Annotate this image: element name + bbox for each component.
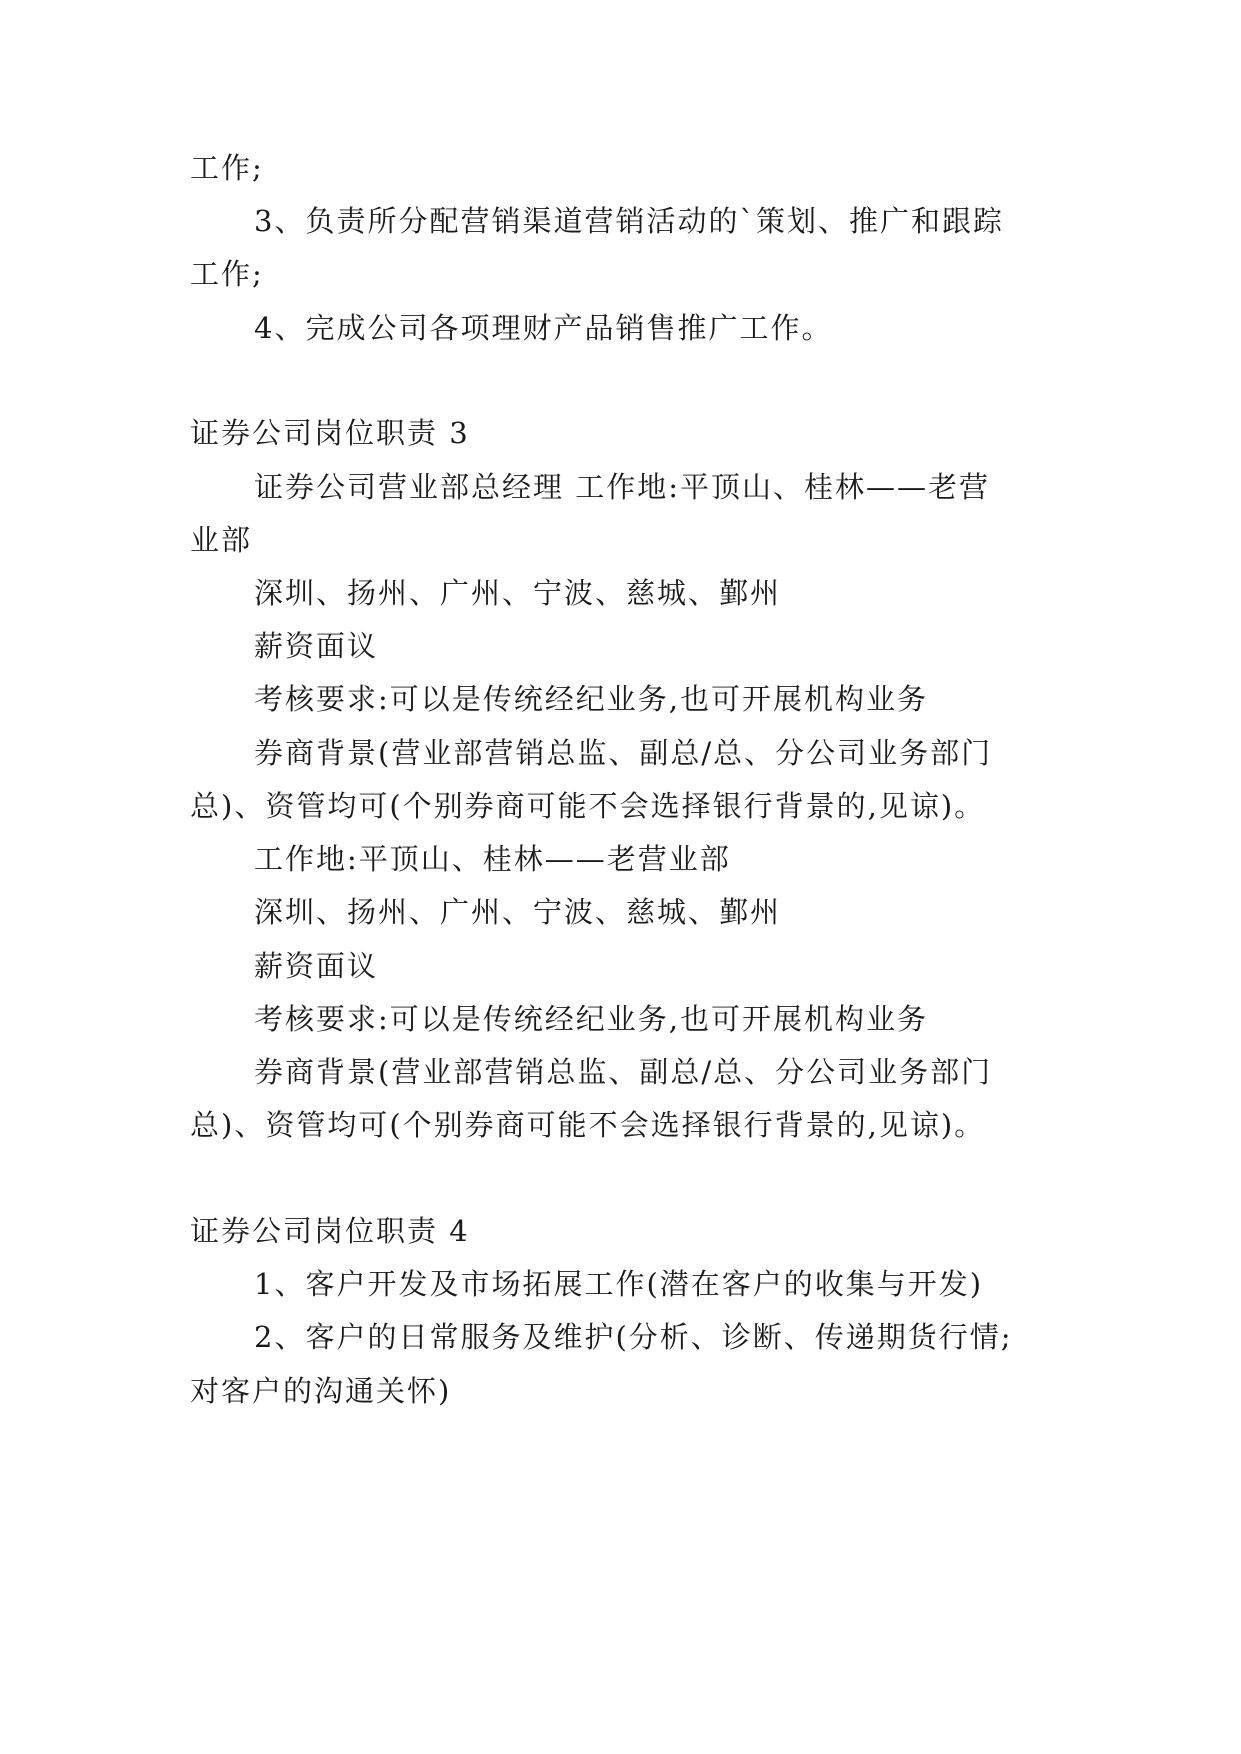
paragraph-line: 业部 — [190, 523, 253, 557]
paragraph-line: 考核要求:可以是传统经纪业务,也可开展机构业务 — [254, 682, 928, 716]
paragraph-line: 工作地:平顶山、桂林——老营业部 — [254, 842, 731, 876]
paragraph-line: 券商背景(营业部营销总监、副总/总、分公司业务部门 — [254, 1055, 993, 1089]
paragraph-line: 深圳、扬州、广州、宁波、慈城、鄞州 — [254, 895, 782, 929]
paragraph-line: 1、客户开发及市场拓展工作(潜在客户的收集与开发) — [254, 1267, 984, 1301]
paragraph-line: 对客户的沟通关怀) — [190, 1374, 452, 1408]
paragraph-line: 薪资面议 — [254, 629, 379, 663]
paragraph-line: 工作; — [190, 151, 264, 185]
section-heading: 证券公司岗位职责 4 — [190, 1214, 470, 1248]
paragraph-line: 2、客户的日常服务及维护(分析、诊断、传递期货行情; — [254, 1320, 1013, 1354]
paragraph-line: 深圳、扬州、广州、宁波、慈城、鄞州 — [254, 576, 782, 610]
paragraph-line: 证券公司营业部总经理 工作地:平顶山、桂林——老营 — [254, 470, 990, 504]
section-heading: 证券公司岗位职责 3 — [190, 416, 470, 450]
paragraph-line: 券商背景(营业部营销总监、副总/总、分公司业务部门 — [254, 736, 993, 770]
paragraph-line: 总)、资管均可(个别券商可能不会选择银行背景的,见谅)。 — [190, 789, 986, 823]
paragraph-line: 薪资面议 — [254, 949, 379, 983]
paragraph-line: 3、负责所分配营销渠道营销活动的`策划、推广和跟踪 — [254, 204, 1004, 238]
paragraph-line: 工作; — [190, 257, 264, 291]
paragraph-line: 4、完成公司各项理财产品销售推广工作。 — [254, 311, 833, 345]
paragraph-line: 考核要求:可以是传统经纪业务,也可开展机构业务 — [254, 1002, 928, 1036]
paragraph-line: 总)、资管均可(个别券商可能不会选择银行背景的,见谅)。 — [190, 1108, 986, 1142]
